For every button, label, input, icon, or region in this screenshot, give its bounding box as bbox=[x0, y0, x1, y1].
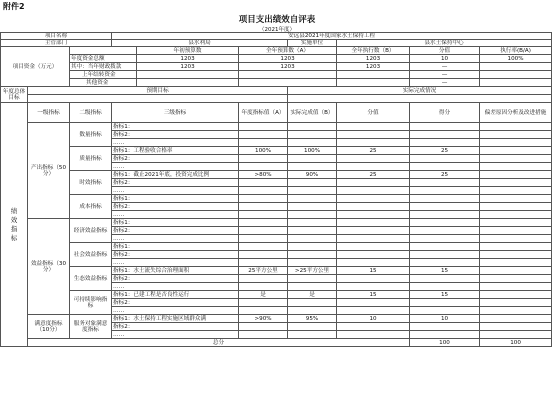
table-cell bbox=[337, 235, 410, 243]
economic-l2: 经济效益指标 bbox=[70, 219, 112, 243]
table-cell bbox=[337, 211, 410, 219]
goals-expected-value bbox=[28, 95, 288, 103]
cost-l2: 成本指标 bbox=[70, 195, 112, 219]
table-cell bbox=[239, 283, 288, 291]
funds-cell bbox=[480, 79, 552, 87]
indicator-name: 指标1：工程验收合格率 bbox=[112, 147, 239, 155]
table-cell bbox=[288, 195, 337, 203]
funds-row bbox=[1, 79, 552, 87]
table-cell bbox=[480, 267, 552, 275]
funds-label: 项目资金（万元） bbox=[1, 47, 70, 87]
indicator-actual: 100% bbox=[288, 147, 337, 155]
table-cell bbox=[239, 275, 288, 283]
table-cell bbox=[480, 299, 552, 307]
header-l3: 三级指标 bbox=[112, 103, 239, 123]
table-cell bbox=[288, 235, 337, 243]
table-cell bbox=[410, 235, 480, 243]
table-cell bbox=[480, 187, 552, 195]
table-cell bbox=[480, 307, 552, 315]
indicator-name: 指标1： bbox=[112, 243, 239, 251]
goals-label: 年度总体目标 bbox=[1, 87, 28, 103]
header-target: 年度指标值（A） bbox=[239, 103, 288, 123]
table-row bbox=[1, 195, 552, 203]
table-cell bbox=[480, 251, 552, 259]
table-cell bbox=[337, 131, 410, 139]
indicator-target: 25平方公里 bbox=[239, 267, 288, 275]
funds-header-row bbox=[1, 47, 552, 55]
table-cell bbox=[337, 283, 410, 291]
indicator-name: …… bbox=[112, 331, 239, 339]
table-cell bbox=[288, 299, 337, 307]
goals-actual-value bbox=[288, 95, 552, 103]
total-got: 100 bbox=[480, 339, 552, 347]
funds-header-5: 执行率(B/A) bbox=[480, 47, 552, 55]
table-cell bbox=[239, 155, 288, 163]
funds-cell bbox=[337, 79, 410, 87]
funds-header-3: 全年执行数（B） bbox=[337, 47, 410, 55]
table-cell bbox=[410, 243, 480, 251]
table-cell bbox=[337, 203, 410, 211]
eco-l2: 生态效益指标 bbox=[70, 267, 112, 291]
funds-cell bbox=[239, 71, 337, 79]
table-cell bbox=[239, 179, 288, 187]
table-cell bbox=[480, 291, 552, 299]
indicator-target: >80% bbox=[239, 171, 288, 179]
table-cell bbox=[410, 131, 480, 139]
table-cell bbox=[239, 203, 288, 211]
project-name-row bbox=[1, 33, 552, 40]
indicator-name: 指标2： bbox=[112, 203, 239, 211]
table-cell bbox=[410, 299, 480, 307]
table-cell bbox=[480, 123, 552, 131]
table-cell bbox=[410, 227, 480, 235]
table-cell bbox=[288, 275, 337, 283]
indicator-score: 10 bbox=[337, 315, 410, 323]
attachment-label: 附件2 bbox=[3, 2, 25, 11]
indicator-name: …… bbox=[112, 283, 239, 291]
funds-cell: 1203 bbox=[137, 55, 239, 63]
indicator-name: 指标1：已建工程是否良性运行 bbox=[112, 291, 239, 299]
funds-header-4: 分值 bbox=[410, 47, 480, 55]
indicator-actual: >25平方公里 bbox=[288, 267, 337, 275]
indicator-target: 是 bbox=[239, 291, 288, 299]
table-cell bbox=[410, 211, 480, 219]
social-l2: 社会效益指标 bbox=[70, 243, 112, 267]
table-cell bbox=[337, 139, 410, 147]
table-cell bbox=[410, 195, 480, 203]
table-cell bbox=[337, 123, 410, 131]
table-cell bbox=[410, 307, 480, 315]
table-cell bbox=[480, 259, 552, 267]
indicator-got: 25 bbox=[410, 171, 480, 179]
funds-cell bbox=[480, 63, 552, 71]
funds-row-name: 年度资金总额 bbox=[70, 55, 137, 63]
table-cell bbox=[410, 275, 480, 283]
indicator-score: 15 bbox=[337, 267, 410, 275]
table-row bbox=[1, 291, 552, 299]
satisfaction-l1: 满意度指标（10分） bbox=[28, 315, 70, 339]
funds-cell: 1203 bbox=[337, 63, 410, 71]
table-cell bbox=[480, 155, 552, 163]
table-cell bbox=[337, 155, 410, 163]
funds-cell: 10 bbox=[410, 55, 480, 63]
indicator-name: …… bbox=[112, 307, 239, 315]
table-cell bbox=[239, 299, 288, 307]
indicator-got: 10 bbox=[410, 315, 480, 323]
indicator-name: …… bbox=[112, 211, 239, 219]
total-score: 100 bbox=[410, 339, 480, 347]
table-cell bbox=[239, 131, 288, 139]
table-cell bbox=[337, 259, 410, 267]
funds-row bbox=[1, 55, 552, 63]
form-title: 项目支出绩效自评表 bbox=[238, 15, 316, 25]
indicator-name: 指标2： bbox=[112, 275, 239, 283]
funds-row-name: 上年结转资金 bbox=[70, 71, 137, 79]
funds-cell: 1203 bbox=[239, 63, 337, 71]
funds-cell: — bbox=[410, 71, 480, 79]
table-cell bbox=[480, 283, 552, 291]
header-score: 分值 bbox=[337, 103, 410, 123]
table-cell bbox=[337, 331, 410, 339]
table-cell bbox=[239, 251, 288, 259]
dept-value: 县水利局 bbox=[112, 40, 288, 47]
goals-expected-label: 预期目标 bbox=[28, 87, 288, 95]
goals-content-row bbox=[1, 95, 552, 103]
table-cell bbox=[288, 323, 337, 331]
table-row bbox=[1, 267, 552, 275]
table-cell bbox=[480, 235, 552, 243]
funds-cell: 1203 bbox=[337, 55, 410, 63]
indicator-actual: 是 bbox=[288, 291, 337, 299]
indicators-side-label bbox=[1, 103, 28, 347]
table-cell bbox=[288, 203, 337, 211]
table-cell bbox=[288, 219, 337, 227]
table-cell bbox=[288, 187, 337, 195]
table-cell bbox=[239, 331, 288, 339]
funds-cell bbox=[337, 71, 410, 79]
indicator-name: …… bbox=[112, 187, 239, 195]
funds-cell bbox=[239, 79, 337, 87]
funds-header-2: 全年预算数（A） bbox=[239, 47, 337, 55]
indicators-side-text: 绩效指标 bbox=[10, 206, 18, 242]
table-cell bbox=[288, 163, 337, 171]
indicator-actual: 90% bbox=[288, 171, 337, 179]
table-cell bbox=[337, 323, 410, 331]
dept-label: 主管部门 bbox=[1, 40, 112, 47]
table-cell bbox=[410, 163, 480, 171]
goals-actual-label: 实际完成情况 bbox=[288, 87, 552, 95]
table-cell bbox=[239, 123, 288, 131]
table-cell bbox=[410, 155, 480, 163]
funds-cell: 1203 bbox=[239, 55, 337, 63]
table-cell bbox=[288, 251, 337, 259]
table-cell bbox=[239, 163, 288, 171]
table-cell bbox=[480, 147, 552, 155]
funds-cell bbox=[137, 79, 239, 87]
table-cell bbox=[288, 227, 337, 235]
table-cell bbox=[239, 323, 288, 331]
table-cell bbox=[288, 131, 337, 139]
indicator-name: 指标2： bbox=[112, 155, 239, 163]
table-cell bbox=[337, 227, 410, 235]
funds-header-1: 年初预算数 bbox=[137, 47, 239, 55]
table-cell bbox=[410, 331, 480, 339]
total-row bbox=[1, 339, 552, 347]
header-got: 得分 bbox=[410, 103, 480, 123]
indicator-score: 25 bbox=[337, 147, 410, 155]
indicator-name: 指标2： bbox=[112, 227, 239, 235]
funds-cell bbox=[137, 71, 239, 79]
funds-row-name: 其他资金 bbox=[70, 79, 137, 87]
output-l1: 产出指标（50分） bbox=[28, 123, 70, 219]
table-cell bbox=[288, 211, 337, 219]
funds-cell bbox=[480, 71, 552, 79]
table-cell bbox=[288, 307, 337, 315]
table-row bbox=[1, 243, 552, 251]
table-cell bbox=[410, 203, 480, 211]
table-cell bbox=[480, 331, 552, 339]
table-cell bbox=[337, 243, 410, 251]
table-cell bbox=[239, 211, 288, 219]
table-row bbox=[1, 219, 552, 227]
indicator-name: 指标1：水土保持工程实施区域群众满 bbox=[112, 315, 239, 323]
evaluation-table bbox=[0, 32, 552, 347]
indicator-target: >90% bbox=[239, 315, 288, 323]
table-cell bbox=[480, 131, 552, 139]
indicator-name: 指标1：截止2021年底，投资完成比例 bbox=[112, 171, 239, 179]
project-name-value: 安远县2021年度国家水土保持工程 bbox=[112, 33, 552, 40]
table-cell bbox=[337, 299, 410, 307]
indicator-header-row bbox=[1, 103, 552, 123]
table-cell bbox=[288, 139, 337, 147]
header-actual: 实际完成值（B） bbox=[288, 103, 337, 123]
indicator-name: 指标1： bbox=[112, 195, 239, 203]
table-cell bbox=[480, 203, 552, 211]
table-cell bbox=[337, 187, 410, 195]
table-cell bbox=[410, 283, 480, 291]
indicator-got: 25 bbox=[410, 147, 480, 155]
table-cell bbox=[480, 195, 552, 203]
table-cell bbox=[337, 195, 410, 203]
table-cell bbox=[480, 219, 552, 227]
total-label: 总分 bbox=[28, 339, 410, 347]
funds-cell: 1203 bbox=[137, 63, 239, 71]
table-cell bbox=[410, 139, 480, 147]
table-cell bbox=[480, 323, 552, 331]
table-cell bbox=[480, 139, 552, 147]
indicator-name: 指标1：水土流失综合治理面积 bbox=[112, 267, 239, 275]
table-cell bbox=[410, 259, 480, 267]
table-cell bbox=[288, 155, 337, 163]
table-cell bbox=[239, 219, 288, 227]
table-cell bbox=[337, 251, 410, 259]
indicator-name: 指标2： bbox=[112, 251, 239, 259]
funds-cell: — bbox=[410, 79, 480, 87]
table-cell bbox=[288, 283, 337, 291]
indicator-score: 15 bbox=[337, 291, 410, 299]
table-row bbox=[1, 123, 552, 131]
table-cell bbox=[337, 179, 410, 187]
table-cell bbox=[337, 307, 410, 315]
indicator-name: 指标1： bbox=[112, 219, 239, 227]
quantity-l2: 数量指标 bbox=[70, 123, 112, 147]
table-cell bbox=[480, 275, 552, 283]
table-cell bbox=[410, 179, 480, 187]
indicator-name: 指标2： bbox=[112, 299, 239, 307]
table-cell bbox=[239, 227, 288, 235]
table-cell bbox=[480, 227, 552, 235]
header-l1: 一级指标 bbox=[28, 103, 70, 123]
table-cell bbox=[288, 259, 337, 267]
table-cell bbox=[480, 315, 552, 323]
service-l2: 服务对象满意度指标 bbox=[70, 315, 112, 339]
table-cell bbox=[480, 163, 552, 171]
table-cell bbox=[337, 275, 410, 283]
table-cell bbox=[337, 163, 410, 171]
table-cell bbox=[239, 259, 288, 267]
table-cell bbox=[410, 123, 480, 131]
table-cell bbox=[288, 243, 337, 251]
table-row bbox=[1, 147, 552, 155]
indicator-name: 指标2： bbox=[112, 131, 239, 139]
table-cell bbox=[239, 307, 288, 315]
table-cell bbox=[410, 323, 480, 331]
funds-cell: — bbox=[410, 63, 480, 71]
funds-row bbox=[1, 63, 552, 71]
form-year: （2021年度） bbox=[259, 27, 295, 33]
table-cell bbox=[239, 235, 288, 243]
indicator-name: …… bbox=[112, 139, 239, 147]
table-cell bbox=[480, 179, 552, 187]
table-cell bbox=[480, 211, 552, 219]
table-cell bbox=[239, 139, 288, 147]
funds-header-blank bbox=[70, 47, 137, 55]
indicator-got: 15 bbox=[410, 291, 480, 299]
indicator-score: 25 bbox=[337, 171, 410, 179]
sustain-l2: 可持续影响指标 bbox=[70, 291, 112, 315]
table-cell bbox=[239, 187, 288, 195]
header-l2: 二级指标 bbox=[70, 103, 112, 123]
funds-row-name: 其中：当年财政拨款 bbox=[70, 63, 137, 71]
funds-row bbox=[1, 71, 552, 79]
project-name-label: 项目名称 bbox=[1, 33, 112, 40]
indicator-target: 100% bbox=[239, 147, 288, 155]
timeliness-l2: 时效指标 bbox=[70, 171, 112, 195]
indicator-name: …… bbox=[112, 235, 239, 243]
indicator-actual: 95% bbox=[288, 315, 337, 323]
table-row bbox=[1, 171, 552, 179]
impl-label: 实施单位 bbox=[288, 40, 337, 47]
quality-l2: 质量指标 bbox=[70, 147, 112, 171]
dept-row bbox=[1, 40, 552, 47]
indicator-name: …… bbox=[112, 163, 239, 171]
table-cell bbox=[480, 243, 552, 251]
table-cell bbox=[288, 123, 337, 131]
table-cell bbox=[288, 179, 337, 187]
benefit-l1: 效益指标（30分） bbox=[28, 219, 70, 315]
impl-value: 县水土保持中心 bbox=[337, 40, 552, 47]
table-cell bbox=[480, 171, 552, 179]
table-cell bbox=[239, 243, 288, 251]
indicator-name: 指标2： bbox=[112, 323, 239, 331]
table-cell bbox=[239, 195, 288, 203]
indicator-name: 指标1： bbox=[112, 123, 239, 131]
goals-header-row bbox=[1, 87, 552, 95]
table-cell bbox=[410, 219, 480, 227]
header-reason: 偏差原因分析及改进措施 bbox=[480, 103, 552, 123]
indicator-got: 15 bbox=[410, 267, 480, 275]
table-row bbox=[1, 315, 552, 323]
indicator-name: …… bbox=[112, 259, 239, 267]
table-cell bbox=[337, 219, 410, 227]
funds-cell: 100% bbox=[480, 55, 552, 63]
table-cell bbox=[288, 331, 337, 339]
table-cell bbox=[410, 251, 480, 259]
indicator-name: 指标2： bbox=[112, 179, 239, 187]
table-cell bbox=[410, 187, 480, 195]
